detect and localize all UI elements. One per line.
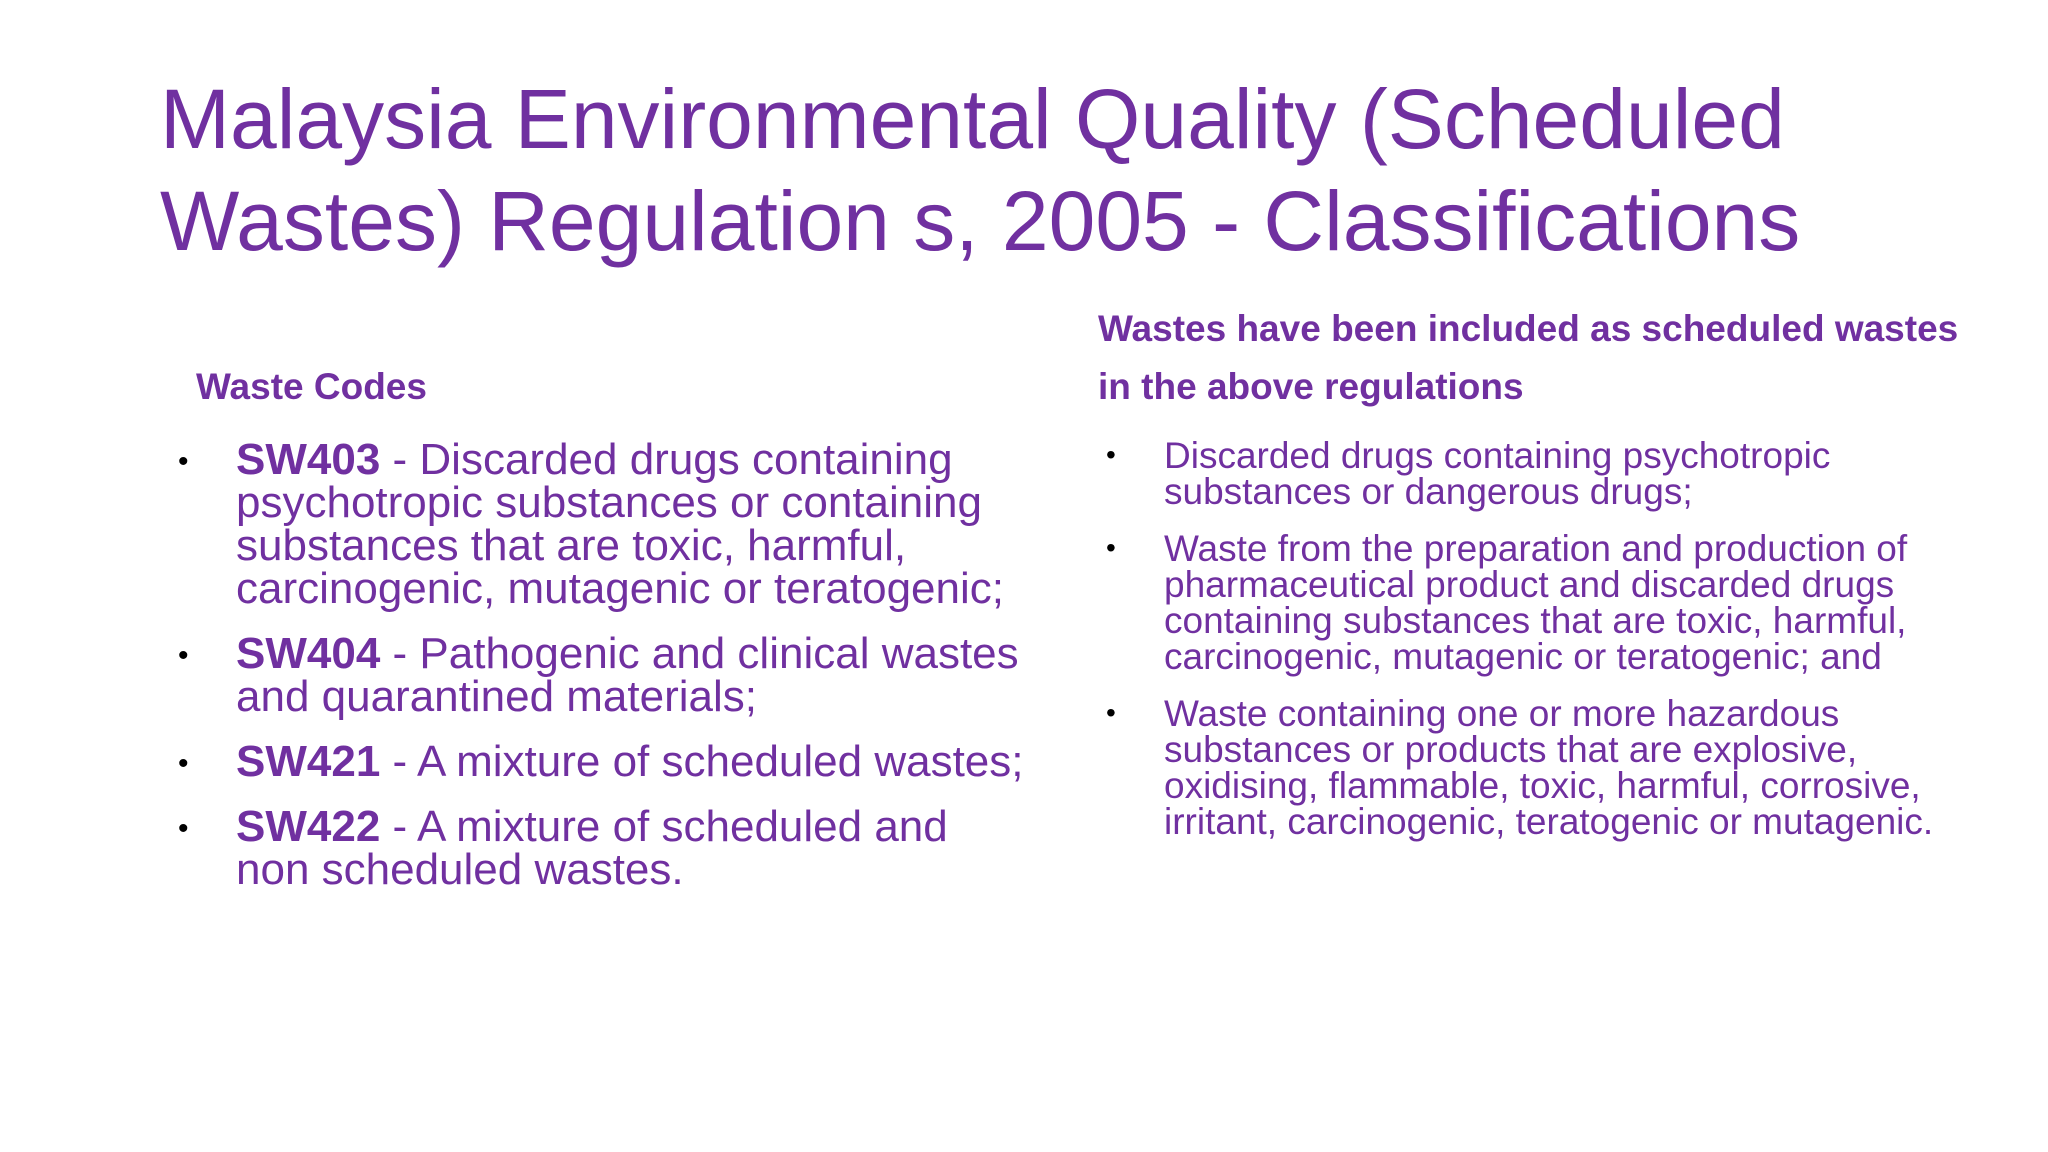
- list-item: [170, 435, 1030, 613]
- included-wastes-column: [1098, 300, 1978, 861]
- waste-code: SW421: [236, 737, 381, 786]
- included-waste-text: Waste containing one or more hazardous substances or products that are explosive, oxidising, flammable, toxic, harmful, corrosive, irritant, carcinogenic, teratogenic or mutagenic.: [1164, 693, 1934, 842]
- waste-code-description: - A mixture of scheduled wastes;: [380, 737, 1024, 786]
- list-item: [170, 802, 1030, 894]
- bullet-icon: •: [178, 639, 189, 672]
- waste-codes-list: [170, 435, 1030, 894]
- bullet-icon: •: [178, 445, 189, 478]
- bullet-icon: •: [1106, 532, 1116, 563]
- list-item: [170, 629, 1030, 721]
- list-item: [170, 737, 1030, 786]
- bullet-icon: •: [178, 747, 189, 780]
- included-wastes-list: [1098, 435, 1978, 842]
- waste-codes-heading: Waste Codes: [196, 366, 427, 407]
- waste-code: SW404: [236, 629, 381, 678]
- list-item: [1098, 528, 1978, 677]
- list-item: [1098, 693, 1978, 842]
- bullet-icon: •: [1106, 697, 1116, 728]
- included-wastes-heading: Wastes have been included as scheduled wastes in the above regulations: [1098, 308, 1959, 407]
- waste-code-description: - A mixture of scheduled and non scheduled wastes.: [236, 802, 948, 894]
- included-waste-text: Discarded drugs containing psychotropic substances or dangerous drugs;: [1164, 435, 1831, 512]
- waste-codes-column: [170, 300, 1030, 913]
- list-item: [1098, 435, 1978, 512]
- waste-code: SW422: [236, 802, 381, 851]
- bullet-icon: •: [178, 812, 189, 845]
- waste-code: SW403: [236, 435, 381, 484]
- bullet-icon: •: [1106, 439, 1116, 470]
- waste-code-description: - Discarded drugs containing psychotropic substances or containing substances that are toxic, harmful, carcinogenic, mutagenic or teratogenic;: [236, 435, 1004, 613]
- slide-title: Malaysia Environmental Quality (Scheduled Wastes) Regulation s, 2005 - Classifications: [160, 72, 1801, 268]
- included-waste-text: Waste from the preparation and production of pharmaceutical product and discarded drugs containing substances that are toxic, harmful, carcinogenic, mutagenic or teratogenic; and: [1164, 528, 1908, 677]
- waste-code-description: - Pathogenic and clinical wastes and quarantined materials;: [236, 629, 1019, 721]
